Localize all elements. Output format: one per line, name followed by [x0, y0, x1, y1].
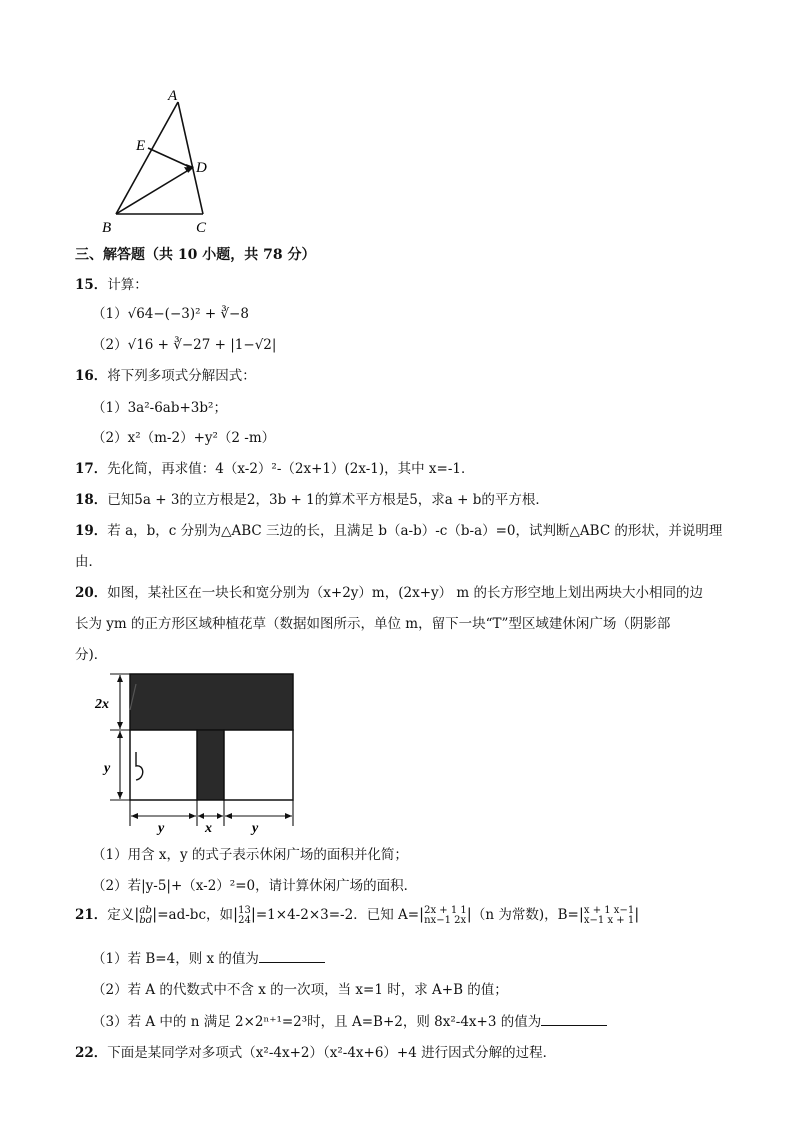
right-square — [224, 730, 293, 800]
q20-line3: 分)． — [75, 647, 108, 663]
q15-part1 — [92, 302, 249, 322]
q20-part1-label: （1） — [92, 847, 128, 863]
dim-y-bottom-left: y — [158, 821, 165, 836]
q16-part1-label: （1） — [92, 400, 128, 416]
triangle-figure — [100, 84, 220, 234]
q20-number: 20． — [75, 585, 108, 601]
q16-number: 16． — [75, 368, 108, 384]
shaded-top-region — [130, 674, 293, 730]
dim-y-bottom-right: y — [252, 821, 259, 836]
q21-part3 — [92, 1010, 607, 1030]
q21-part2-text: 若 A 的代数式中不含 x 的一次项，当 x=1 时，求 A+B 的值； — [127, 982, 508, 998]
q16-part1-expr: 3a²-6ab+3b²； — [127, 400, 227, 416]
q17 — [75, 457, 475, 477]
answer-blank-3[interactable] — [541, 1025, 607, 1026]
answer-blank-1[interactable] — [259, 962, 325, 963]
q21: 21．定义|ab bd|=ad-bc，如|13 24|=1×4-2×3=-2．已知 A=|2x + 1 1 nx−1 2x|（n 为常数)，B=|x + 1 x−1 x−1 x + 1| — [75, 904, 640, 926]
det-b-bottom: x−1 x + 1 — [583, 914, 635, 926]
det-example — [238, 906, 251, 926]
q21-number: 21． — [75, 907, 108, 923]
q18-number: 18． — [75, 492, 108, 508]
q21-text2: =ad-bc，如 — [157, 907, 234, 923]
q15-number: 15． — [75, 277, 108, 293]
q19-line2: 由． — [75, 554, 102, 570]
q19 — [75, 519, 722, 539]
q22-text: 下面是某同学对多项式（x²-4x+2）（x²-4x+6）+4 进行因式分解的过程． — [107, 1045, 557, 1061]
q16-part2-label: （2） — [92, 430, 128, 446]
det-b — [584, 906, 634, 926]
left-square — [130, 730, 197, 800]
q15-part2 — [92, 333, 276, 353]
dim-y-left: y — [104, 761, 111, 776]
det-a-top: 2x + 1 1 — [424, 904, 467, 916]
q20-part2-label: （2） — [92, 878, 128, 894]
q21-part1-text: 若 B=4，则 x 的值为 — [127, 951, 259, 967]
q21-part2 — [92, 978, 508, 998]
q21-text4: （n 为常数)，B= — [471, 907, 579, 923]
det-b-top: x + 1 x−1 — [583, 904, 635, 916]
q16-stem: 将下列多项式分解因式： — [107, 368, 256, 384]
q21-part3-text: 若 A 中的 n 满足 2×2ⁿ⁺¹=2³时，且 A=B+2，则 8x²-4x+3 的值为 — [127, 1014, 542, 1030]
q18-text: 已知5a + 3的立方根是2，3b + 1的算术平方根是5，求a + b的平方根． — [107, 492, 549, 508]
t-shape-figure — [92, 670, 304, 838]
q15-part2-label: （2） — [92, 337, 128, 353]
q20 — [75, 581, 703, 601]
label-b: B — [102, 220, 112, 234]
q22-number: 22． — [75, 1045, 108, 1061]
q15-stem: 计算： — [107, 277, 148, 293]
q20-part1-text: 用含 x，y 的式子表示休闲广场的面积并化简； — [127, 847, 408, 863]
q20-line2: 长为 ym 的正方形区域种植花草（数据如图所示，单位 m，留下一块“T”型区域建休闲广场（阴影部 — [75, 616, 671, 632]
section-heading: 三、解答题（共 10 小题，共 78 分） — [75, 247, 316, 263]
det-example-bottom: 24 — [238, 914, 251, 926]
q15-part1-label: （1） — [92, 306, 128, 322]
q21-text3: =1×4-2×3=-2．已知 A= — [255, 907, 420, 923]
q19-line1: 若 a，b，c 分别为△ABC 三边的长，且满足 b（a-b）-c（b-a）=0，试判断△ABC 的形状，并说明理 — [107, 523, 723, 539]
q16-part2-expr: x²（m-2）+y²（2 -m） — [127, 430, 276, 446]
q16-part1 — [92, 396, 227, 416]
q21-part2-label: （2） — [92, 982, 128, 998]
shaded-stem-region — [197, 730, 224, 800]
det-def — [139, 906, 152, 926]
det-def-top: ab — [139, 904, 152, 916]
q17-text: 先化简，再求值：4（x-2）²-（2x+1）(2x-1)，其中 x=-1． — [107, 461, 475, 477]
q17-number: 17． — [75, 461, 108, 477]
q21-part3-label: （3） — [92, 1014, 128, 1030]
q18 — [75, 488, 549, 508]
dim-x-bottom: x — [205, 821, 212, 836]
q16 — [75, 364, 256, 384]
label-d: D — [196, 160, 207, 176]
q22 — [75, 1041, 556, 1061]
det-example-top: 13 — [238, 904, 251, 916]
q15 — [75, 273, 148, 293]
q20-part2 — [92, 874, 417, 894]
dim-2x: 2x — [95, 697, 109, 712]
q21-part1-label: （1） — [92, 951, 128, 967]
q15-part1-expr: √64−(−3)² + ∛−8 — [127, 306, 249, 322]
q20-line1: 如图，某社区在一块长和宽分别为（x+2y）m，(2x+y） m 的长方形空地上划出两块大小相同的边 — [107, 585, 704, 601]
q21-part1 — [92, 947, 325, 967]
q19-number: 19． — [75, 523, 108, 539]
label-e: E — [136, 138, 146, 154]
label-a: A — [168, 88, 178, 104]
q16-part2 — [92, 426, 275, 446]
det-def-bottom: bd — [139, 914, 153, 926]
det-a-bottom: nx−1 2x — [424, 914, 467, 926]
label-c: C — [196, 220, 207, 234]
det-a — [424, 906, 467, 926]
q15-part2-expr: √16 + ∛−27 + |1−√2| — [127, 337, 277, 353]
q21-text1: 定义 — [107, 907, 135, 923]
q20-part2-text: 若|y-5|+（x-2）²=0，请计算休闲广场的面积． — [127, 878, 418, 894]
q20-part1 — [92, 843, 408, 863]
